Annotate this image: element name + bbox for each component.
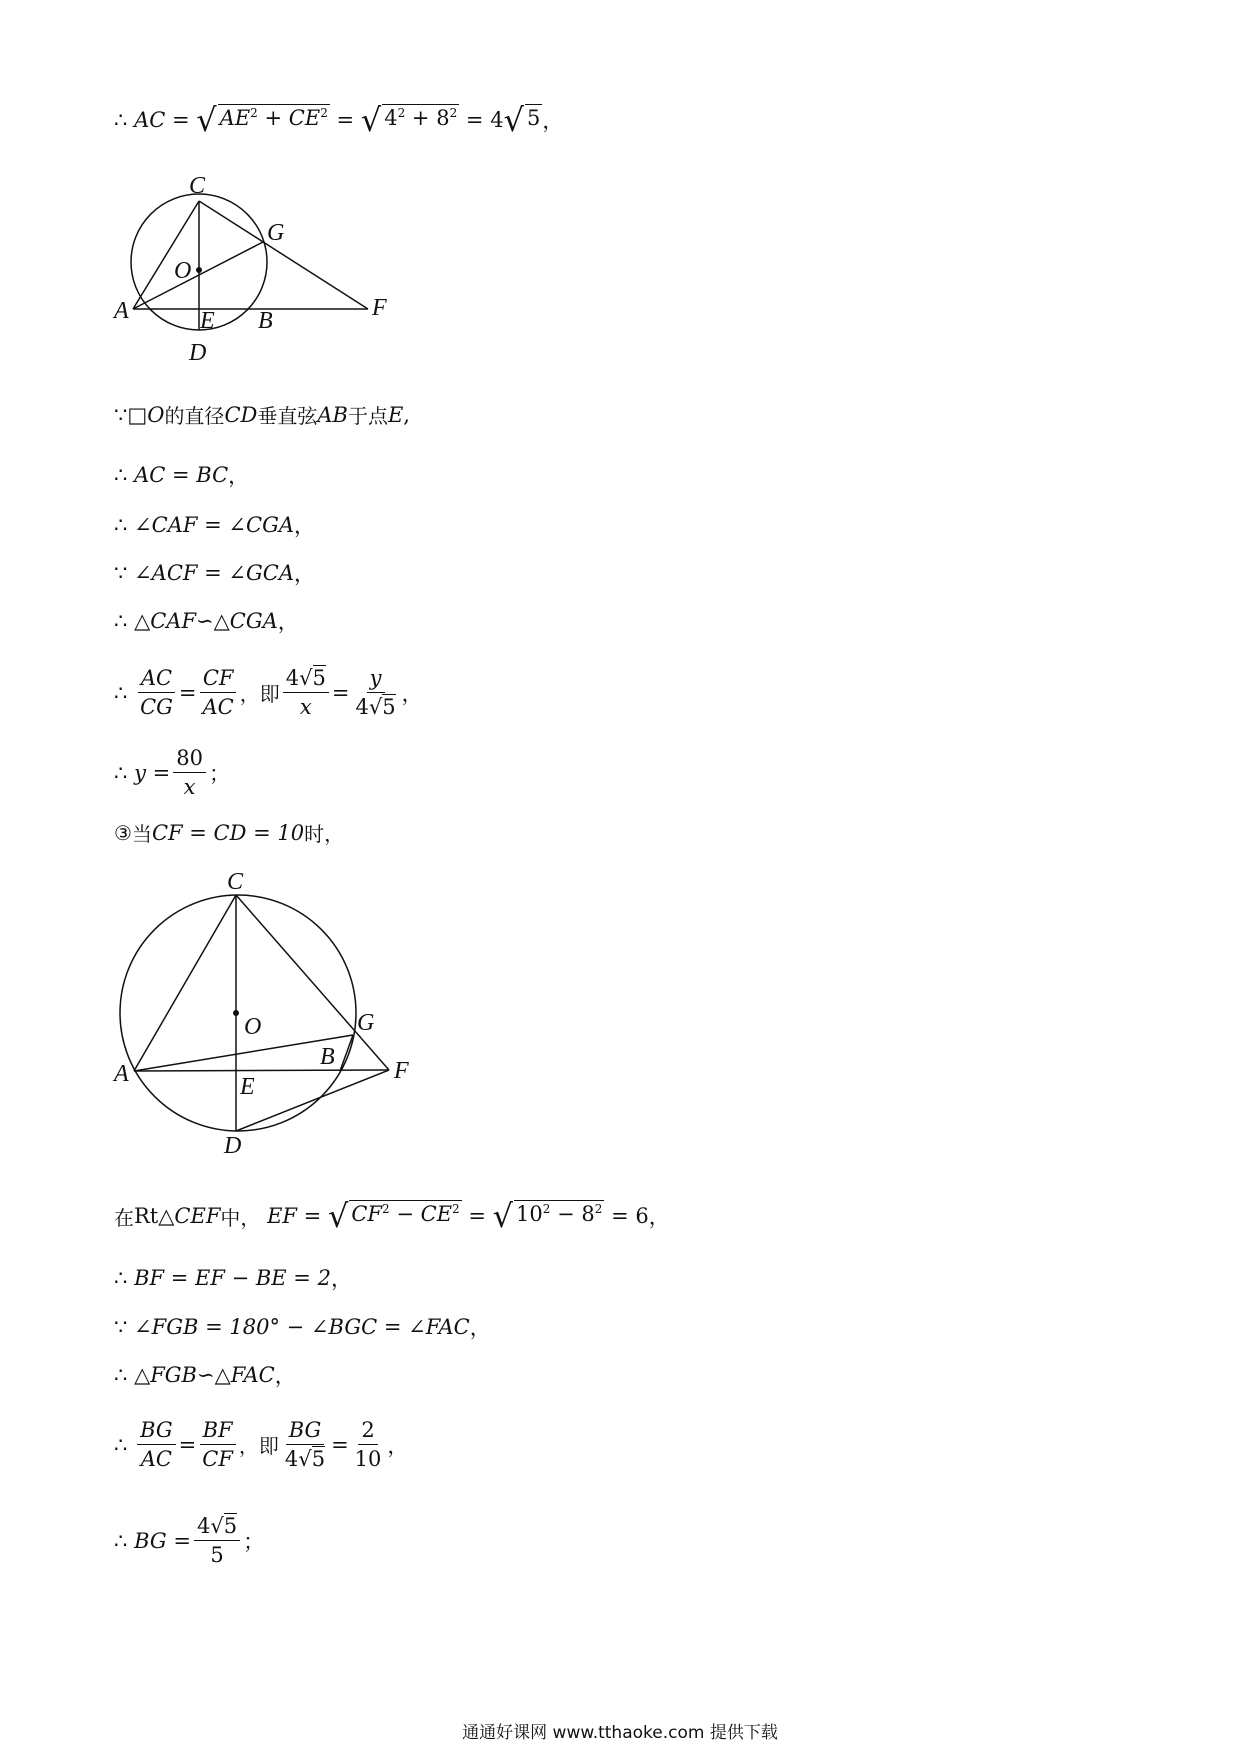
expression: ∠CAF = ∠CGA: [134, 513, 295, 537]
expression: AC = BC: [134, 463, 229, 487]
line-ratio-2: [114, 1418, 408, 1471]
numerator: BG: [137, 1418, 176, 1445]
expression: ∠ACF = ∠GCA: [134, 561, 295, 585]
given-statement: [114, 400, 410, 429]
center-dot: [196, 267, 202, 273]
label-g: G: [267, 220, 285, 246]
expression: △CAF∽△CGA: [134, 609, 278, 633]
frac-ac-cg: [137, 666, 176, 719]
expression: BF = EF − BE = 2: [134, 1266, 331, 1290]
frac-2-10: [352, 1418, 385, 1471]
text-when: 当: [131, 822, 152, 846]
line-bg-result: [114, 1514, 264, 1567]
exp: 2: [250, 106, 258, 120]
label-a: A: [114, 298, 129, 324]
numerator: BG: [286, 1418, 325, 1445]
frac-80-x: [173, 746, 206, 799]
text-in: 在: [114, 1205, 134, 1230]
footer-watermark: 通通好课网 www.tthaoke.com 提供下载: [462, 1723, 778, 1743]
term-ac: AC: [134, 108, 166, 132]
line-ac-eq-bc: [114, 460, 249, 490]
line-ef-calc: [114, 1197, 670, 1235]
numerator: CF: [200, 666, 237, 693]
label-e: E: [240, 1074, 255, 1100]
segment-cf: [199, 201, 368, 309]
segment-ac: [134, 895, 236, 1071]
term-bg: BG: [134, 1528, 167, 1553]
therefore-symbol: ∴: [114, 1528, 128, 1553]
line-y-result: [114, 746, 230, 799]
equals: =: [303, 1204, 322, 1228]
equals: =: [171, 108, 190, 132]
minus: −: [396, 1202, 414, 1226]
frac-bg-4sqrt5: $\frac{BG}{4√5}$: [284, 1418, 326, 1472]
label-c: C: [189, 173, 206, 199]
punct: ；: [208, 761, 230, 786]
denominator: 10: [354, 1447, 382, 1472]
coef: 4: [355, 695, 369, 720]
therefore-symbol: ∴: [114, 1266, 128, 1290]
coef: 4: [196, 1514, 211, 1538]
denominator: AC: [202, 695, 234, 720]
equals: =: [178, 680, 197, 705]
because-symbol: ∵: [114, 402, 128, 427]
line-angle-caf: [114, 510, 315, 540]
term-y: y: [134, 760, 146, 785]
exp: 2: [594, 1202, 603, 1216]
punct: ，: [401, 681, 423, 706]
exp: 2: [397, 106, 406, 120]
sqrt-5: √ 5: [503, 101, 541, 139]
term-ae: AE: [219, 106, 251, 130]
radicand: 5: [311, 1447, 326, 1472]
therefore-symbol: ∴: [114, 1432, 128, 1457]
num: 4: [384, 106, 398, 130]
text-time: 时，: [304, 822, 345, 846]
therefore-symbol: ∴: [114, 513, 128, 537]
radicand: 5: [312, 666, 326, 690]
denominator: x: [299, 695, 312, 720]
line-ratio-1: [114, 666, 423, 719]
figure-2-circle-diagram: [100, 868, 440, 1158]
frac-bf-cf: [199, 1418, 236, 1471]
coef: 4: [490, 108, 504, 132]
punct: ，: [277, 610, 299, 634]
punct: ，: [294, 514, 316, 538]
equals: =: [468, 1204, 486, 1228]
figure-1-circle-diagram: [100, 165, 400, 375]
term-ce: CE: [420, 1202, 453, 1226]
equals: =: [331, 680, 350, 705]
frac-4sqrt5-5: $\frac{4√5}{5}$: [194, 1514, 240, 1567]
coef: 4: [284, 1447, 299, 1472]
plus: +: [411, 106, 430, 130]
line-angle-acf: [114, 558, 315, 588]
term-ef: EF: [267, 1204, 297, 1228]
therefore-symbol: ∴: [114, 609, 128, 633]
expression: CF = CD = 10: [151, 820, 305, 845]
frac-bg-ac: [137, 1418, 176, 1471]
segment-ag: [133, 242, 263, 309]
line-similar-2: [114, 1360, 296, 1390]
label-g: G: [357, 1010, 375, 1036]
punct: ，: [542, 109, 564, 133]
line-angle-fgb: [114, 1312, 491, 1342]
term-ab: AB: [317, 402, 348, 427]
sqrt-cf-ce: √ $CF^2 - CE^2$: [327, 1197, 460, 1235]
label-c: C: [227, 869, 244, 895]
equals: =: [152, 760, 171, 785]
rt: Rt: [134, 1204, 159, 1228]
label-d: D: [189, 340, 207, 366]
denominator: x: [183, 775, 196, 800]
therefore-symbol: ∴: [114, 680, 128, 705]
numerator: BF: [200, 1418, 236, 1445]
expression: ∠FGB = 180° − ∠BGC = ∠FAC: [134, 1315, 470, 1339]
therefore-symbol: ∴: [114, 760, 128, 785]
numerator: 80: [173, 746, 206, 773]
label-f: F: [372, 295, 387, 321]
numerator: y: [367, 666, 385, 693]
exp: 2: [449, 106, 458, 120]
label-e: E: [200, 308, 215, 334]
label-a: A: [114, 1061, 129, 1087]
sqrt-10-8: √ $10^2 - 8^2$: [492, 1197, 603, 1235]
equation-ac: [114, 101, 564, 139]
coef: 4: [285, 666, 300, 690]
text-at-point: 于点: [347, 404, 388, 428]
num: 5: [525, 104, 542, 136]
exp: 2: [320, 106, 328, 120]
punct: ,: [403, 402, 410, 427]
expression: △FGB∽△FAC: [134, 1363, 275, 1387]
therefore-symbol: ∴: [114, 463, 128, 487]
label-b: B: [258, 308, 273, 334]
punct: ，: [330, 1267, 352, 1291]
radicand: 5: [223, 1514, 238, 1538]
term-e: E: [387, 402, 404, 427]
exp: 2: [542, 1202, 551, 1216]
equals: =: [173, 1528, 191, 1553]
text-namely: ，即: [239, 682, 280, 707]
frac-y-4sqrt5: $\frac{y}{4√5}$: [355, 666, 396, 720]
num: 8: [581, 1202, 595, 1226]
denominator: AC: [140, 1447, 172, 1472]
circle-symbol-placeholder: □: [127, 402, 148, 427]
equals: =: [178, 1432, 197, 1457]
equals: =: [611, 1204, 629, 1228]
punct: ，: [294, 562, 316, 586]
center-dot: [233, 1010, 239, 1016]
exp: 2: [452, 1202, 460, 1216]
punct: ，: [469, 1316, 491, 1340]
segment-bg: [340, 1035, 353, 1071]
therefore-symbol: ∴: [114, 1363, 128, 1387]
because-symbol: ∵: [114, 1315, 128, 1339]
denominator: 5: [210, 1543, 224, 1568]
num: 10: [516, 1202, 543, 1226]
radicand: 5: [382, 695, 396, 720]
line-similar-1: [114, 606, 299, 636]
term-o: O: [147, 402, 165, 427]
frac-cf-ac: [200, 666, 237, 719]
result: 6: [635, 1204, 649, 1228]
equals: =: [465, 108, 484, 132]
denominator: CG: [140, 695, 173, 720]
punct: ，: [228, 464, 250, 488]
sqrt-numbers: √ $4^2 + 8^2$: [360, 101, 458, 139]
label-d: D: [224, 1133, 242, 1158]
equals: =: [336, 108, 355, 132]
minus: −: [557, 1202, 575, 1226]
term-cd: CD: [224, 402, 258, 427]
segment-df: [236, 1070, 389, 1131]
sqrt-ae-ce: √ $AE^2 + CE^2$: [196, 101, 328, 139]
punct: ；: [243, 1529, 265, 1554]
punct: ，: [274, 1364, 296, 1388]
label-o: O: [174, 258, 192, 284]
term-ce: CE: [288, 106, 321, 130]
punct: ，: [387, 1433, 409, 1458]
exp: 2: [382, 1202, 390, 1216]
label-f: F: [394, 1058, 409, 1084]
line-bf: [114, 1263, 352, 1293]
segment-af: [134, 1070, 389, 1071]
plus: +: [264, 106, 283, 130]
term-cf: CF: [351, 1202, 382, 1226]
num: 8: [436, 106, 450, 130]
label-b: B: [320, 1044, 335, 1070]
equals: =: [331, 1432, 349, 1457]
text-diameter: 的直径: [164, 404, 225, 428]
numerator: AC: [138, 666, 175, 693]
line-case-3: [114, 818, 344, 847]
because-symbol: ∵: [114, 561, 128, 585]
text-namely: ，即: [238, 1434, 279, 1459]
denominator: CF: [202, 1447, 233, 1472]
circled-number: ③: [114, 820, 132, 845]
text-middle: 中，: [220, 1205, 261, 1230]
punct: ，: [648, 1205, 670, 1229]
label-o: O: [244, 1014, 262, 1040]
text-perpendicular: 垂直弦: [257, 404, 318, 428]
triangle: △CEF: [158, 1204, 221, 1228]
numerator: 2: [358, 1418, 377, 1445]
frac-4sqrt5-x: $\frac{4√5}{x}$: [283, 666, 329, 719]
therefore-symbol: ∴: [114, 108, 128, 132]
